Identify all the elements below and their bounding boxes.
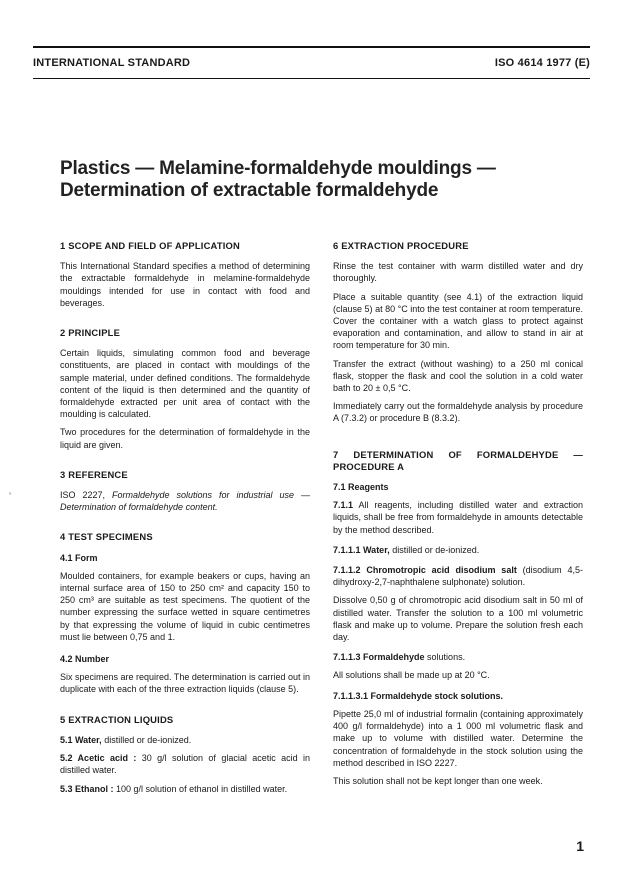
section-7-1-heading: 7.1 Reagents: [333, 482, 389, 493]
section-7-1-1-3: 7.1.1.3 Formaldehyde solutions.: [333, 652, 466, 663]
section-7-heading: 7 DETERMINATION OF FORMALDEHYDE — PROCEDURE A: [333, 448, 583, 472]
section-2-paragraph-2: Two procedures for the determination of formaldehyde in the liquid are given.: [60, 427, 310, 450]
section-4-2-heading: 4.2 Number: [60, 654, 110, 665]
document-title: [60, 158, 580, 202]
reference-id: ISO 2227,: [60, 490, 112, 501]
left-column: [60, 240, 310, 801]
header-standard-label: INTERNATIONAL STANDARD: [33, 57, 191, 69]
header-top-rule: [33, 46, 590, 48]
section-6-heading: 6 EXTRACTION PROCEDURE: [333, 240, 469, 251]
reference-title: Formaldehyde solutions for industrial use — Determination of formaldehyde content.: [60, 490, 310, 513]
section-3-heading: 3 REFERENCE: [60, 468, 128, 480]
margin-mark: ’: [9, 491, 11, 501]
section-5-heading: 5 EXTRACTION LIQUIDS: [60, 713, 174, 725]
section-7-1-1-1: 7.1.1.1 Water, distilled or de-ionized.: [333, 544, 480, 555]
section-7-1-1-3-paragraph: All solutions shall be made up at 20 °C.: [333, 670, 490, 681]
section-6-paragraph-2: Place a suitable quantity (see 4.1) of the extraction liquid (clause 5) at 80 °C into the test container at room temperature. Cover the container with a watch glass to protect against evaporation and contamination, and allow to stand in air at room temperature for 30 min.: [333, 291, 583, 351]
section-1-text: This International Standard specifies a method of determining the extractable formaldehyde in melamine-formaldehyde mouldings intended for use in contact with food and beverages.: [60, 261, 310, 308]
section-4-heading: 4 TEST SPECIMENS: [60, 531, 153, 543]
section-2-paragraph-1: Certain liquids, simulating common food and beverage constituents, are placed in contact with mouldings of the sample material, under defined conditions. The formaldehyde content of the liquid is then determined and the quantity of formaldehyde extracted per unit area of contact with the moulding is calculated.: [60, 348, 310, 420]
section-7-1-1-2: 7.1.1.2 Chromotropic acid disodium salt (disodium 4,5-dihydroxy-2,7-naphthalene sulphonate) solution.: [333, 565, 583, 588]
section-3-reference: [60, 489, 310, 513]
section-7-1-1-3-1-paragraph-1: Pipette 25,0 ml of industrial formalin (containing approximately 400 g/l formaldehyde) into a 1 000 ml volumetric flask and make up to volume with distilled water. Determine the concentration of formaldehyde in the stock solution using the method described in ISO 2227.: [333, 708, 583, 768]
section-7-1-1-3-1-paragraph-2: This solution shall not be kept longer than one week.: [333, 775, 543, 786]
section-7-1-1-2-paragraph: Dissolve 0,50 g of chromotropic acid disodium salt in 50 ml of distilled water. Transfer the solution to a 100 ml volumetric flask and make up to volume. Prepare the solution fresh each day.: [333, 595, 583, 643]
section-7-1-1: 7.1.1 All reagents, including distilled water and extraction liquids, shall be free from formaldehyde in amounts detectable by the method described.: [333, 500, 583, 535]
header-bottom-rule: [33, 78, 590, 79]
section-6-paragraph-1: Rinse the test container with warm distilled water and dry thoroughly.: [333, 261, 583, 284]
section-4-1-heading: 4.1 Form: [60, 552, 98, 563]
section-5-2: 5.2 Acetic acid : 30 g/l solution of glacial acetic acid in distilled water.: [60, 753, 311, 776]
section-1-heading: 1 SCOPE AND FIELD OF APPLICATION: [60, 240, 241, 251]
section-6-paragraph-3: Transfer the extract (without washing) to a 250 ml conical flask, stopper the flask and cool the solution in a cold water bath to 20 ± 0,5 °C.: [333, 358, 583, 394]
section-4-2-text: Six specimens are required. The determination is carried out in duplicate with each of the three extraction liquids (clause 5).: [60, 672, 310, 695]
title-line-1: Plastics — Melamine-formaldehyde mouldings —: [60, 158, 496, 179]
section-5-3: 5.3 Ethanol : 100 g/l solution of ethanol in distilled water.: [60, 783, 288, 794]
section-2-heading: 2 PRINCIPLE: [60, 327, 121, 339]
right-column: [333, 240, 583, 793]
title-line-2: Determination of extractable formaldehyde: [60, 180, 439, 201]
section-4-1-text: Moulded containers, for example beakers or cups, having an internal surface area of 150 to 250 cm² and capacity 150 to 250 cm³ are suitable as test specimens. The quotient of the number expressing the surface wetted in square centimetres by that expressing the volume of liquid in cubic centimetres must lie between 0,75 and 1.: [60, 570, 310, 642]
section-6-paragraph-4: Immediately carry out the formaldehyde analysis by procedure A (7.3.2) or procedure B (8.3.2).: [333, 401, 583, 424]
section-7-1-1-3-1-heading: 7.1.1.3.1 Formaldehyde stock solutions.: [333, 690, 504, 701]
section-5-1: 5.1 Water, distilled or de-ionized.: [60, 734, 192, 745]
header-standard-number: ISO 4614 1977 (E): [494, 57, 590, 69]
page-number: 1: [576, 838, 584, 854]
